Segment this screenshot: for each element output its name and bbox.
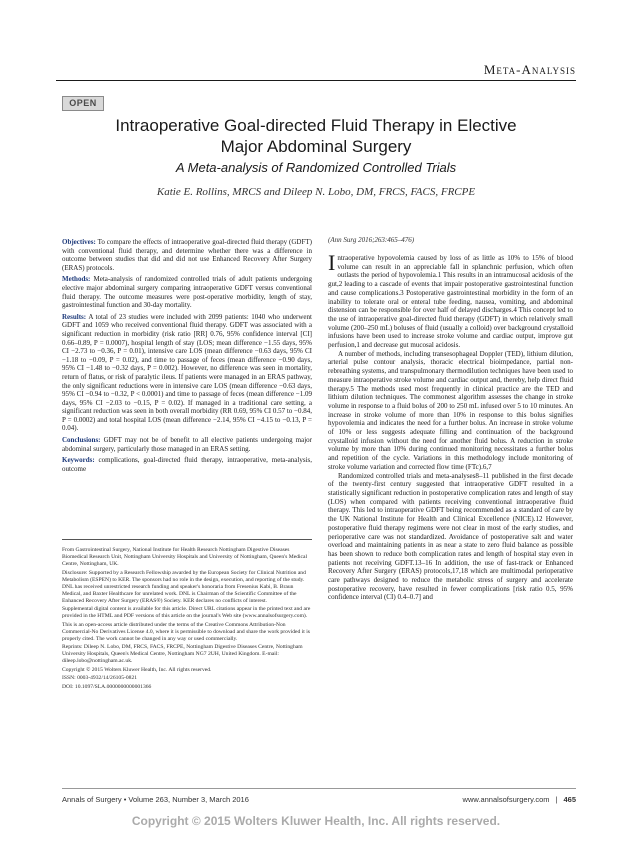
title-line-1: Intraoperative Goal-directed Fluid Therapy in Elective xyxy=(115,116,517,135)
abstract xyxy=(62,238,312,476)
body-text xyxy=(328,250,573,602)
article-authors: Katie E. Rollins, MRCS and Dileep N. Lobo, DM, FRCS, FACS, FRCPE xyxy=(156,186,476,198)
open-access-badge: OPEN xyxy=(62,96,104,111)
body-paragraph-3: Randomized controlled trials and meta-analyses8–11 published in the first decade of the twenty-first century suggested that intraoperative GDFT resulted in a statistically significant reduction in postoperative complication rates and length of stay (LOS) when compared with patients receiving conventional intraoperative fluid therapy. This led to intraoperative GDFT being recommended as a standard of care by the UK National Institute for Health and Clinical Excellence (NICE).12 However, postoperative fluid therapy regimens were not clear in most of the early studies, and perioperative care was not standardized. Avoidance of postoperative salt and water overload and maintaining patients in as near a state to zero fluid balance as possible has been shown to reduce both complication rates and length of hospital stay even in patients not receiving GDFT.13–16 In addition, the use of fast-track or Enhanced Recovery After Surgery (ERAS) protocols,17,18 which are multimodal perioperative care pathways designed to reduce the metabolic stress of surgery and accelerate postoperative recovery, have resulted in fewer complications [risk ratio 0.5, 95% confidence interval (CI) 0.4–0.7] and xyxy=(328,471,573,602)
footnote-license: This is an open-access article distributed under the terms of the Creative Commons Attribution-Non Commercial-No Derivatives License 4.0, where it is permissible to download and share the work provided it is properly cited. The work cannot be changed in any way or used commercially. xyxy=(62,621,310,642)
footnote-supplemental: Supplemental digital content is available for this article. Direct URL citations appear in the printed text and are provided in the HTML and PDF versions of this article on the journal's Web site (www.annalsofsurgery.com). xyxy=(62,606,311,619)
footnote-copyright: Copyright © 2015 Wolters Kluwer Health, Inc. All rights reserved. xyxy=(62,666,212,673)
methods-label: Methods: xyxy=(62,275,91,284)
abstract-results xyxy=(62,313,312,433)
footnote-doi: DOI: 10.1097/SLA.0000000000001366 xyxy=(62,683,152,690)
objectives-label: Objectives: xyxy=(62,238,96,246)
copyright-watermark: Copyright © 2015 Wolters Kluwer Health, Inc. All rights reserved. xyxy=(131,814,501,828)
keywords-text: complications, goal-directed fluid therapy, intraoperative, meta-analysis, outcome xyxy=(62,456,312,473)
body-paragraph-1-text: ntraoperative hypovolemia caused by loss of as little as 10% to 15% of blood volume can result in an appreciable fall in splanchnic perfusion, which often outlasts the period of hypovolemia.1 This results in an intramucosal acidosis of the gut,2 leading to a cascade of events that impair postoperative gastrointestinal function and cause complications.3 Postoperative gastrointestinal morbidity in the form of an inability to tolerate oral or enteral tube feeding, nausea, vomiting, and abdominal distension can be responsible for over half of delayed discharges.4 This concept led to the use of intraoperative goal-directed fluid therapy (GDFT) in which relatively small volume (200–250 mL) boluses of fluid (usually a colloid) over background crystalloid infusions have been used to increase stroke volume and cardiac output, improve gut perfusion,1 and decrease gut mucosal acidosis. xyxy=(328,254,573,350)
footnote-issn: ISSN: 0003-4932/14/26105-0821 xyxy=(62,675,138,681)
footer-right xyxy=(463,795,576,804)
article-title xyxy=(80,115,552,157)
results-text: A total of 23 studies were included with 2099 patients: 1040 who underwent GDFT and 1059 who received conventional fluid therapy. GDFT was associated with a significant reduction in morbidity (risk ratio [RR] 0.76, 95% confidence interval [CI] 0.66–0.89, P = 0.0007), hospital length of stay (LOS; mean difference −1.55 days, 95% CI −2.73 to −0.36, P = 0.01), intensive care LOS (mean difference −0.63 days, 95% CI −1.18 to −0.09, P = 0.02), and time to passage of feces (mean difference −0.90 days, 95% CI −1.48 to −0.32 days, P = 0.002). However, no difference was seen in mortality, return of flatus, or risk of paralytic ileus. If patients were managed in an ERAS pathway, the only significant reductions were in intensive care LOS (mean difference −0.63 days, 95% CI −0.94 to −0.32, P < 0.0001) and time to passage of feces (mean difference −1.09 days, 95% CI −2.03 to −0.15, P = 0.02). If managed in a traditional care setting, a significant reduction was seen in both overall morbidity (RR 0.69, 95% CI 0.57 to −0.84, P = 0.0002) and total hospital LOS (mean difference −2.14, 95% CI −4.15 to −0.13, P = 0.04). xyxy=(62,312,312,433)
abstract-conclusions xyxy=(62,436,312,453)
conclusions-text: GDFT may not be of benefit to all elective patients undergoing major abdominal surgery, particularly those managed in an ERAS setting. xyxy=(62,436,313,453)
results-label: Results: xyxy=(62,312,87,321)
abstract-rule xyxy=(62,539,312,540)
footer-rule xyxy=(62,788,576,789)
abstract-methods xyxy=(62,275,312,309)
page-number: 465 xyxy=(563,795,576,804)
citation: (Ann Surg 2016;263:465–476) xyxy=(328,236,415,244)
section-label: Meta-Analysis xyxy=(483,62,576,77)
footer-url: www.annalsofsurgery.com xyxy=(462,795,550,804)
drop-cap: I xyxy=(328,250,336,275)
body-paragraph xyxy=(328,250,573,350)
footer-separator: | xyxy=(555,795,558,804)
abstract-objectives xyxy=(62,238,312,272)
conclusions-label: Conclusions: xyxy=(62,436,101,445)
footnote-disclosure: Disclosure: Supported by a Research Fellowship awarded by the European Society for Clinical Nutrition and Metabolism (ESPEN) to KER. The sponsors had no role in the design, execution, and reporting of the study. DNL has received unrestricted research funding and speaker's honoraria from Fresenius Kabi, B. Braun Medical, and Baxter Healthcare for unrelated work. DNL is Chairman of the Scientific Committee of the Enhanced Recovery After Surgery (ERAS®) Society. KER declares no conflicts of interest. xyxy=(62,569,306,604)
footnotes xyxy=(62,547,312,692)
methods-text: Meta-analysis of randomized controlled trials of adult patients undergoing elective major abdominal surgery comparing intraoperative GDFT versus conventional fluid therapy. The outcome measures were post-operative morbidity, length of stay, gastrointestinal function and 30-day mortality. xyxy=(62,275,313,310)
abstract-keywords xyxy=(62,456,312,473)
section-rule xyxy=(56,80,576,81)
body-paragraph-2: A number of methods, including transesophageal Doppler (TED), lithium dilution, arterial pulse contour analysis, thoracic electrical bioimpedance, partial non-rebreathing systems, and transpulmonary thermodilution techniques have been used to measure intraoperative stroke volume and cardiac output and, thereby, help direct fluid therapy.5 The methods used most frequently in clinical practice are the TED and lithium dilution techniques. The commonest algorithm assesses the change in stroke volume in response to a fluid bolus of 200 to 250 mL infused over 5 to 10 minutes. An increase in stroke volume of more than 10% in response to this bolus signifies hypovolemia and indicates the need for a further bolus. An increase in stroke volume of 10% or less suggests adequate filling and continuation of the background crystalloid infusion without the need for another fluid bolus. A reduction in stroke volume by more than 10% during continued monitoring necessitates a further bolus and repetition of the cycle. Variations in this methodology include monitoring of stroke volume variation and corrected flow time (FTc).6,7 xyxy=(328,349,573,471)
objectives-text: To compare the effects of intraoperative goal-directed fluid therapy (GDFT) with conventional fluid therapy, and determine whether there was a difference in outcome between studies that did and did not use Enhanced Recovery After Surgery (ERAS) protocols. xyxy=(62,238,312,272)
footnote-reprints: Reprints: Dileep N. Lobo, DM, FRCS, FACS, FRCPE, Nottingham Digestive Diseases Centre, Nottingham University Hospitals, Queen's Medical Centre, Nottingham NG7 2UH, United Kingdom. E-mail: dileep.lobo@nottingham.ac.uk. xyxy=(62,644,303,664)
title-line-2: Major Abdominal Surgery xyxy=(220,137,412,156)
footnote-affiliation: From Gastrointestinal Surgery, National Institute for Health Research Nottingham Digestive Diseases Biomedical Research Unit, Nottingham University Hospitals and University of Nottingham, Queen's Medical Centre, Nottingham, UK. xyxy=(62,547,308,567)
footer-journal: Annals of Surgery • Volume 263, Number 3, March 2016 xyxy=(62,795,249,804)
keywords-label: Keywords: xyxy=(62,456,95,465)
article-subtitle: A Meta-analysis of Randomized Controlled Trials xyxy=(175,160,457,175)
